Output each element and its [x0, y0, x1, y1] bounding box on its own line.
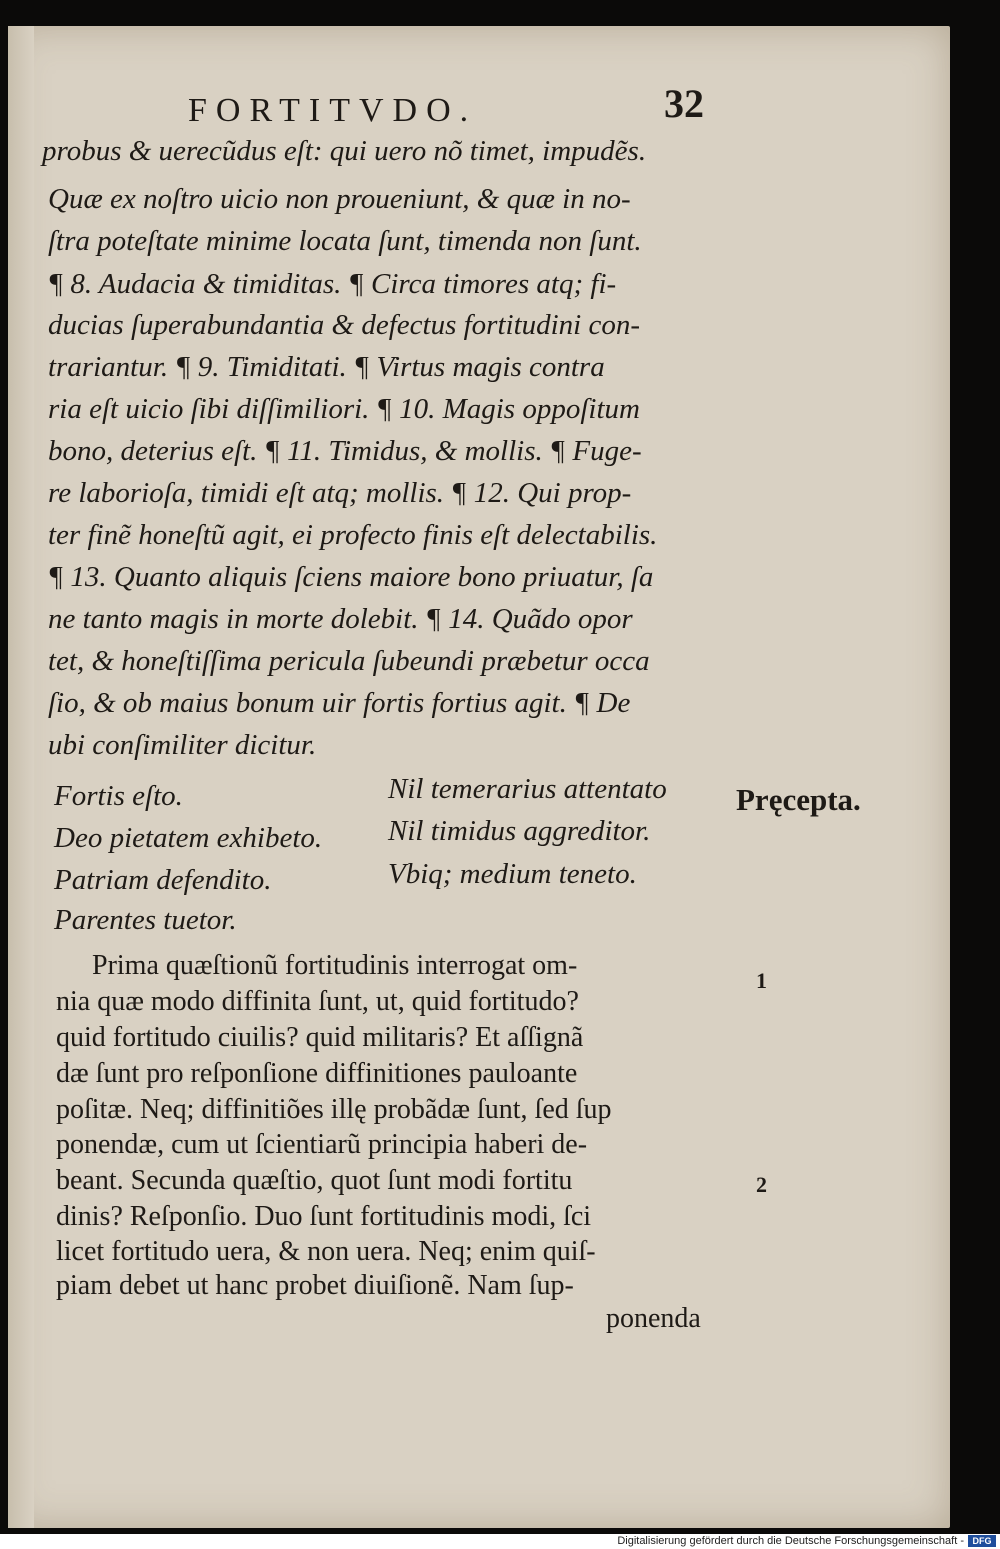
page-number: 32 — [664, 81, 704, 126]
body-line: tet, & honeſtiſſima pericula ſubeundi præbetur occa — [48, 645, 650, 677]
margin-number: 1 — [756, 968, 767, 993]
question-line: ponendæ, cum ut ſcientiarũ principia haberi de- — [56, 1129, 588, 1160]
body-line: Quæ ex noſtro uicio non proueniunt, & quæ in no- — [48, 183, 631, 215]
digitization-credit: Digitalisierung gefördert durch die Deutsche Forschungsgemeinschaft - — [617, 1535, 964, 1547]
body-line: ducias ſuperabundantia & defectus fortitudini con- — [48, 309, 641, 341]
question-line: licet fortitudo uera, & non uera. Neq; enim quiſ- — [56, 1236, 596, 1267]
precept-right: Nil temerarius attentato — [388, 773, 667, 805]
precept-right: Nil timidus aggreditor. — [388, 815, 651, 847]
question-line: dæ ſunt pro reſponſione diffinitiones pauloante — [56, 1058, 578, 1089]
precepta-margin-label: Pręcepta. — [736, 782, 861, 817]
question-line: poſitæ. Neq; diffinitiões illę probãdæ ſunt, ſed ſup — [56, 1094, 612, 1125]
question-line: dinis? Reſponſio. Duo ſunt fortitudinis modi, ſci — [56, 1201, 592, 1232]
body-line: trariantur. ¶ 9. Timiditati. ¶ Virtus magis contra — [48, 351, 605, 383]
body-line: re laborioſa, timidi eſt atq; mollis. ¶ 12. Qui prop- — [48, 477, 632, 509]
question-line: Prima quæſtionũ fortitudinis interrogat om- — [92, 950, 578, 981]
catchword: ponenda — [606, 1303, 701, 1334]
body-line: ne tanto magis in morte dolebit. ¶ 14. Quãdo opor — [48, 603, 633, 635]
body-line: ter finẽ honeſtũ agit, ei profecto finis eſt delectabilis. — [48, 519, 658, 551]
body-line: ria eſt uicio ſibi diſſimiliori. ¶ 10. Magis oppoſitum — [48, 393, 640, 425]
body-line: ¶ 13. Quanto aliquis ſciens maiore bono priuatur, ſa — [48, 561, 654, 593]
question-line: nia quæ modo diffinita ſunt, ut, quid fortitudo? — [56, 986, 579, 1017]
precept-left: Deo pietatem exhibeto. — [54, 822, 323, 854]
precept-left: Parentes tuetor. — [54, 904, 237, 936]
body-line: bono, deterius eſt. ¶ 11. Timidus, & mollis. ¶ Fuge- — [48, 435, 642, 467]
body-line: ubi conſimiliter dicitur. — [48, 729, 317, 761]
dfg-logo: DFG — [968, 1535, 996, 1547]
question-line: beant. Secunda quæſtio, quot ſunt modi fortitu — [56, 1165, 573, 1196]
body-line: ſtra poteſtate minime locata ſunt, timenda non ſunt. — [48, 225, 642, 257]
binding-gutter — [8, 26, 34, 1528]
precept-left: Fortis eſto. — [54, 780, 183, 812]
question-line: quid fortitudo ciuilis? quid militaris? Et aſſignã — [56, 1022, 584, 1053]
body-line: ſio, & ob maius bonum uir fortis fortius agit. ¶ De — [48, 687, 631, 719]
precept-right: Vbiq; medium teneto. — [388, 858, 637, 890]
margin-number: 2 — [756, 1172, 767, 1197]
question-line: piam debet ut hanc probet diuiſionẽ. Nam ſup- — [56, 1270, 574, 1301]
body-line: ¶ 8. Audacia & timiditas. ¶ Circa timores atq; fi- — [48, 268, 617, 300]
running-head: FORTITVDO. — [188, 92, 478, 129]
body-line: probus & uerecũdus eſt: qui uero nõ timet, impudẽs. — [42, 135, 647, 167]
precept-left: Patriam defendito. — [54, 864, 272, 896]
